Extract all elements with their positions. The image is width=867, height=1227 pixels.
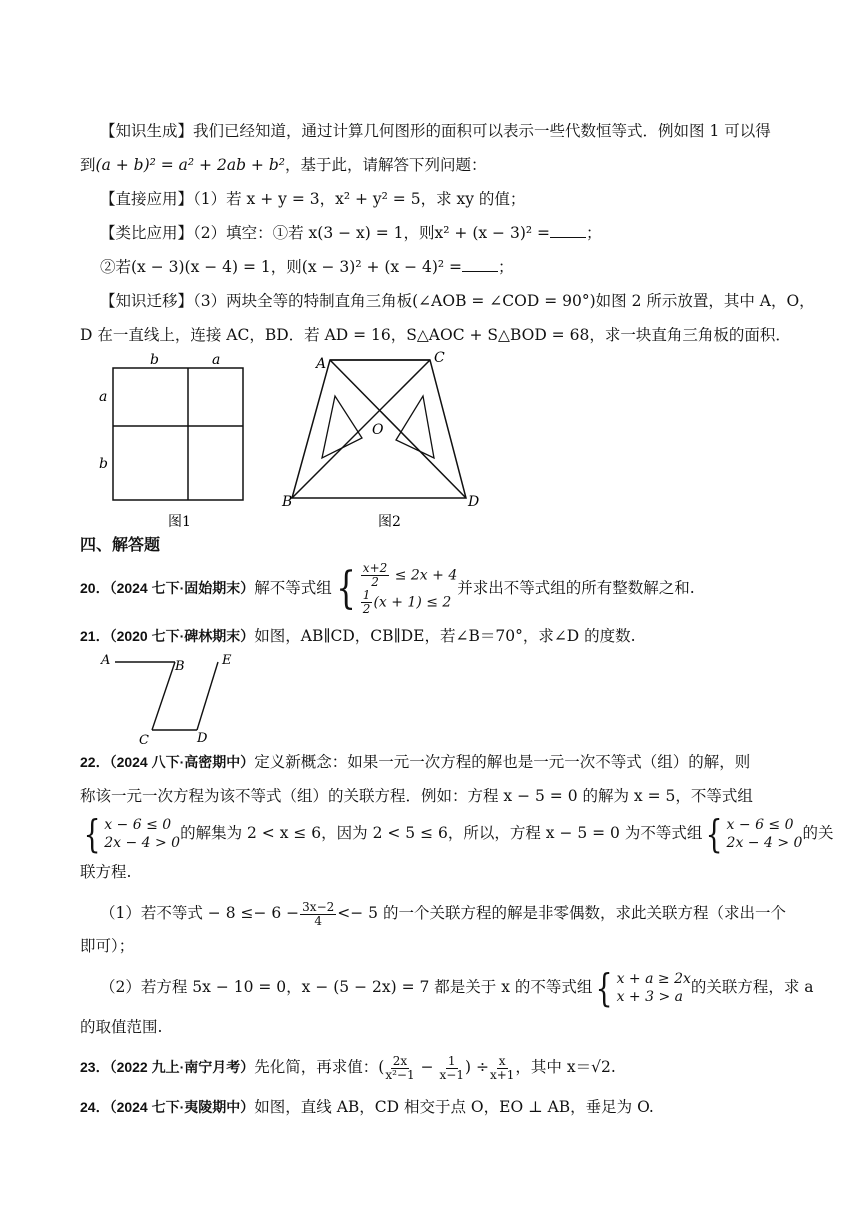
q21-number: 21．	[80, 628, 110, 644]
diagonal-ad	[330, 360, 466, 498]
q21-label-b: B	[175, 659, 185, 674]
q22-number: 22．	[80, 754, 110, 770]
q22-part-2-cont: 的取值范围.	[80, 1018, 163, 1036]
fig2-caption: 图2	[378, 514, 401, 530]
q21-label-d: D	[197, 731, 208, 746]
q22-line-4: 联方程.	[80, 863, 132, 881]
q22-part-1-cont: 即可）；	[80, 937, 135, 955]
fig2-label-d: D	[468, 494, 480, 510]
right-cutout	[396, 396, 434, 458]
q19-line-7: D 在一直线上，连接 AC，BD．若 AD = 16，S△AOC + S△BOD = 68，求一块直角三角板的面积．	[80, 326, 791, 344]
q20-line: 20．（2024 七下·固始期末）解不等式组 { $\frac{x+2}{2}$ ≤ 2x + 4 $\frac{1}{2}$ (x + 1) ≤ 2 并求出不等式组的所有整数解之和.	[80, 561, 695, 616]
fig1-label-b-left: b	[99, 456, 108, 472]
identity-formula: (a + b)² = a² + 2ab + b²	[95, 156, 285, 174]
section-title: 四、解答题	[80, 535, 161, 554]
fig2-label-b: B	[282, 494, 293, 510]
fig1-label-a-left: a	[99, 389, 108, 405]
q23-line: 23．（2022 九上·南宁月考）先化简，再求值：( $\frac{2x}{\text{x²−1}}$ − $\frac{1}{x-1}$ ) ÷ $\frac{x}{x+1}$ ，其中 x＝√2.	[80, 1053, 616, 1082]
fig1-caption: 图1	[168, 514, 191, 530]
q19-line-1: 【知识生成】我们已经知道，通过计算几何图形的面积可以表示一些代数恒等式．例如图 1 可以得	[100, 122, 771, 140]
q19-line-3: 【直接应用】（1）若 x + y = 3，x² + y² = 5，求 xy 的值；	[100, 190, 526, 208]
q21-label-a: A	[101, 653, 111, 668]
q19-line-6: 【知识迁移】（3）两块全等的特制直角三角板(∠AOB = ∠COD = 90°)如图 2 所示放置，其中 A，O，	[100, 292, 815, 310]
fig2-label-c: C	[434, 350, 445, 366]
q19-line-2: 到(a + b)² = a² + 2ab + b²，基于此，请解答下列问题：	[80, 156, 487, 174]
diagonal-cb	[292, 360, 430, 498]
q21-label-c: C	[139, 733, 149, 746]
left-cutout	[322, 396, 362, 458]
segment-bc	[152, 662, 175, 730]
q23-number: 23．	[80, 1059, 110, 1075]
figure-2-triangles	[280, 348, 490, 533]
q24-line: 24．（2024 七下·夷陵期中）如图，直线 AB，CD 相交于点 O，EO ⊥ AB，垂足为 O.	[80, 1098, 654, 1116]
q22-part-1: （1）若不等式 − 8 ≤− 6 − $\frac{3x-2}{4}$ <− 5 的一个关联方程的解是非零偶数，求此关联方程（求出一个	[100, 899, 786, 928]
q22-part-2: （2）若方程 5x − 10 = 0，x − (5 − 2x) = 7 都是关于 x 的不等式组 { x + a ≥ 2x x + 3 > a 的关联方程，求 a	[100, 966, 814, 1010]
q21-label-e: E	[222, 653, 232, 668]
q22-line-3: { x − 6 ≤ 0 2x − 4 > 0 的解集为 2 < x ≤ 6，因为 2 < 5 ≤ 6，所以，方程 x − 5 = 0 为不等式组 { x − 6 ≤ 0 2x − 4 > 0 的关	[83, 812, 834, 856]
fig1-label-a-top: a	[212, 352, 221, 368]
figure-1-square	[90, 348, 260, 533]
answer-blank-2[interactable]	[462, 257, 498, 272]
q19-line-4: 【类比应用】（2）填空：①若 x(3 − x) = 1，则x² + (x − 3)² = ；	[100, 224, 602, 242]
q20-number: 20．	[80, 580, 110, 596]
q20-inequality-system: { $\frac{x+2}{2}$ ≤ 2x + 4 $\frac{1}{2}$ (x + 1) ≤ 2	[335, 561, 458, 616]
q21-line: 21．（2020 七下·碑林期末）如图，AB∥CD，CB∥DE，若∠B＝70°，求∠D 的度数.	[80, 627, 636, 645]
q22-line-2: 称该一元一次方程为该不等式（组）的关联方程．例如：方程 x − 5 = 0 的解为 x = 5，不等式组	[80, 787, 753, 805]
q19-line-5: ②若(x − 3)(x − 4) = 1，则(x − 3)² + (x − 4)² = ；	[100, 258, 514, 276]
segment-de	[197, 662, 218, 730]
fig1-label-b-top: b	[150, 352, 159, 368]
answer-blank-1[interactable]	[550, 223, 586, 238]
q22-line-1: 22．（2024 八下·高密期中）定义新概念：如果一元一次方程的解也是一元一次不等式（组）的解，则	[80, 753, 751, 771]
fig2-label-a: A	[316, 356, 327, 372]
q24-number: 24．	[80, 1099, 110, 1115]
fig2-label-o: O	[372, 422, 384, 438]
q21-figure	[95, 650, 245, 746]
knowledge-gen-tag: 【知识生成】	[100, 122, 194, 140]
outer-square	[113, 368, 243, 500]
